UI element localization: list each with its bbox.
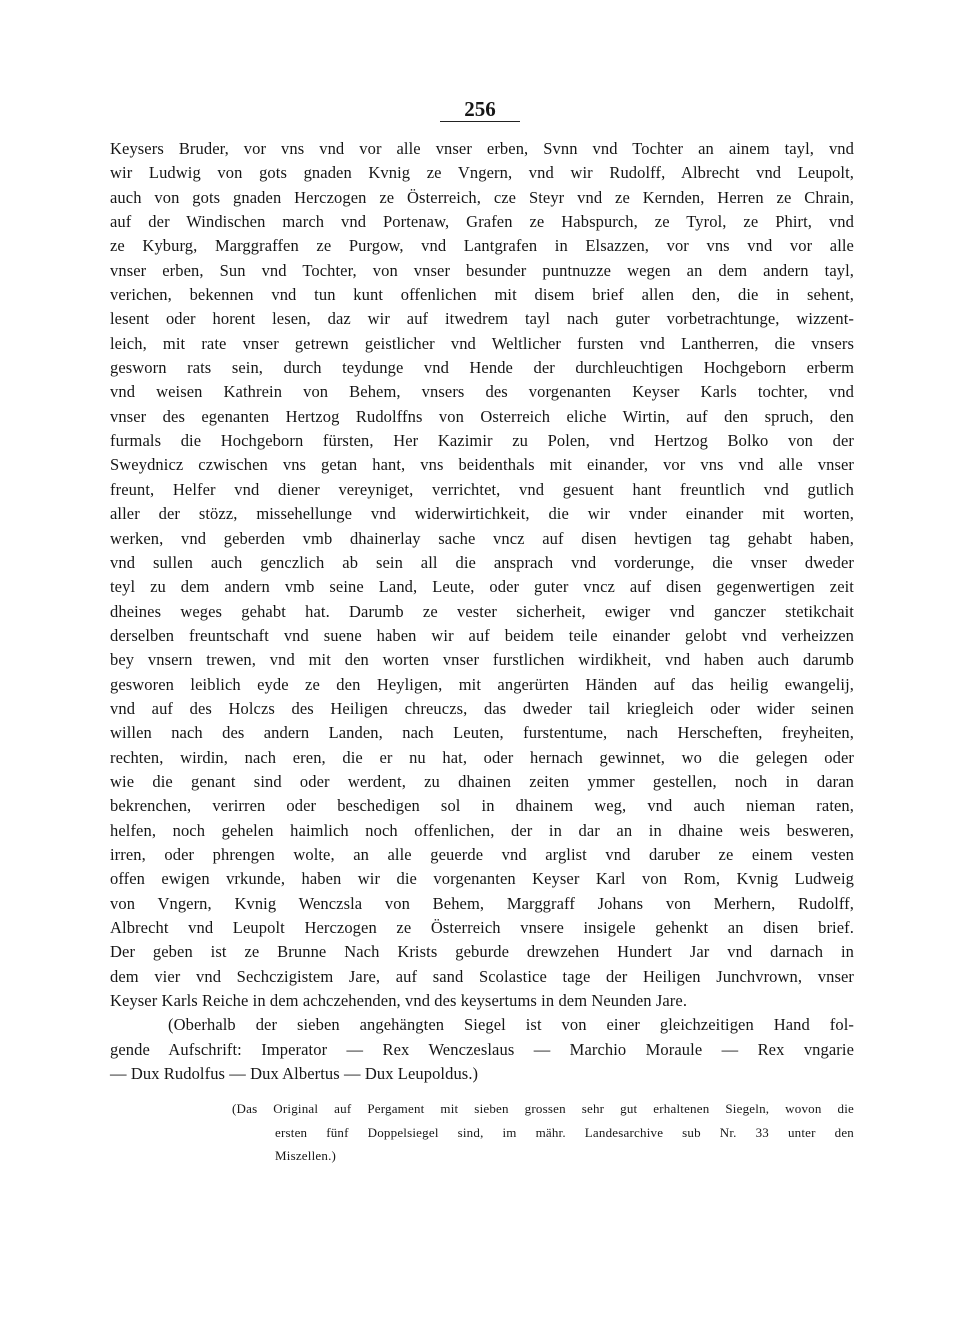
text-line: vnser erben, Sun vnd Tochter, von vnser besunder puntnuzze wegen an dem andern tayl,: [110, 260, 854, 280]
text-line: auch von gots gnaden Herczogen ze Österreich, cze Steyr vnd ze Kernden, Herren ze Chrain,: [110, 187, 854, 207]
footnote-line: ersten fünf Doppelsiegel sind, im mähr. Landesarchive sub Nr. 33 unter den: [275, 1124, 854, 1140]
text-line: von Vngern, Kvnig Wenczsla von Behem, Marggraff Johans von Merhern, Rudolff,: [110, 893, 854, 913]
text-line: Sweydnicz czwischen vns getan hant, vns beidenthals mit einander, vor vns vnd alle vnser: [110, 455, 854, 475]
text-line: (Oberhalb der sieben angehängten Siegel ist von einer gleichzeitigen Hand fol-: [168, 1015, 854, 1035]
text-line: Der geben ist ze Brunne Nach Krists geburde drewzehen Hundert Jar vnd darnach in: [110, 942, 854, 962]
text-line: dem vier vnd Sechczigistem Jare, auf sand Scolastice tage der Heiligen Junchvrown, vnser: [110, 966, 854, 986]
text-line: Albrecht vnd Leupolt Herczogen ze Österreich vnsere insigele gehenkt an disen brief.: [110, 918, 854, 937]
text-line: vnser des egenanten Hertzog Rudolffns von Osterreich eliche Wirtin, auf den spruch, den: [110, 406, 854, 426]
charter-text: [110, 137, 854, 1086]
text-line: aller der stözz, missehellunge vnd widerwirtichkeit, die wir vnder einander mit worten,: [110, 504, 854, 524]
text-line: rechten, wirdin, nach eren, die er nu hat, oder hernach gewinnet, wo die gelegen oder: [110, 747, 854, 767]
text-line: offen ewigen vrkunde, haben wir die vorgenanten Keyser Karl von Rom, Kvnig Ludweig: [110, 869, 854, 889]
text-line: Keyser Karls Reiche in dem achczehenden, vnd des keysertums in dem Neunden Jare.: [110, 991, 688, 1011]
text-line: gesworn rats sein, durch teydunge vnd Hende der durchleuchtigen Hochgeborn erberm: [110, 358, 854, 378]
text-line: gende Aufschrift: Imperator — Rex Wenczeslaus — Marchio Moraule — Rex vngarie: [110, 1039, 854, 1059]
text-line: auf der Windischen march vnd Portenaw, Grafen ze Habspurch, ze Tyrol, ze Phirt, vnd: [110, 212, 854, 232]
text-line: wie die genant sind oder werdent, zu dhainen zeiten ymmer gestellen, noch in daran: [110, 771, 854, 791]
text-line: vnd auf des Holczs des Heiligen chreuczs, das dweder tail kriegleich oder wider seinen: [110, 698, 854, 718]
text-line: helfen, noch gehelen haimlich noch offenlichen, der in dar an in dhaine weis besweren,: [110, 820, 854, 840]
page-number-rule: [440, 121, 520, 122]
text-line: — Dux Rudolfus — Dux Albertus — Dux Leupoldus.): [110, 1064, 479, 1084]
archival-footnote: [110, 1097, 854, 1168]
text-line: teyl zu dem andern vmb seine Land, Leute, oder guter vncz auf disen gegenwertigen zeit: [110, 577, 854, 597]
text-line: vnd sullen auch genczlich ab sein all die ansprach vnd vorderunge, die vnser dweder: [110, 552, 854, 572]
text-line: werken, vnd geberden vmb dhainerlay sache vncz auf disen hevtigen tag gehabt haben,: [110, 528, 854, 548]
text-line: lesent oder horent lesen, daz wir auf itwedrem tayl nach guter vorbetrachtunge, wizzent-: [110, 309, 854, 329]
text-line: wir Ludwig von gots gnaden Kvnig ze Vngern, vnd wir Rudolff, Albrecht vnd Leupolt,: [110, 163, 854, 183]
text-line: irren, oder phrengen wolte, an alle geuerde vnd arglist vnd daruber ze einem vesten: [110, 844, 854, 864]
text-line: gesworen leiblich eyde ze den Heyligen, mit angerürten Händen auf das heilig ewangelij,: [110, 674, 854, 694]
text-line: ze Kyburg, Marggraffen ze Purgow, vnd Lantgrafen in Elsazzen, vor vns vnd vor alle: [110, 236, 854, 256]
text-line: Keysers Bruder, vor vns vnd vor alle vnser erben, Svnn vnd Tochter an ainem tayl, vnd: [110, 139, 854, 158]
text-line: verichen, bekennen vnd tun kunt offenlichen mit disem brief allen den, die in sehent,: [110, 285, 854, 305]
text-line: dheines weges gehabt hat. Darumb ze vester sicherheit, ewiger vnd ganczer stetikchait: [110, 601, 854, 621]
footnote-line: Miszellen.): [275, 1148, 337, 1163]
footnote-line: (Das Original auf Pergament mit sieben grossen sehr gut erhaltenen Siegeln, wovon die: [232, 1101, 854, 1116]
text-line: bekrenchen, verirren oder beschedigen sol in dhainem weg, vnd auch nieman raten,: [110, 796, 854, 816]
text-line: furmals die Hochgeborn fürsten, Her Kazimir zu Polen, vnd Hertzog Bolko von der: [110, 431, 854, 451]
text-line: leich, mit rate vnser getrewn geistlicher vnd Weltlicher fursten vnd Lantherren, die vnsers: [110, 333, 854, 353]
text-line: derselben freuntschaft vnd suene haben wir auf beidem teile einander gelobt vnd verheizzen: [110, 625, 854, 645]
text-line: bey vnsern trewen, vnd mit den worten vnser furstlichen wirdikheit, vnd haben auch darumb: [110, 650, 854, 670]
page-number: 256: [464, 97, 496, 121]
text-line: freunt, Helfer vnd diener vereyniget, verrichtet, vnd gesuent hant freuntlich vnd gutlich: [110, 479, 854, 499]
text-line: vnd weisen Kathrein von Behem, vnsers des vorgenanten Keyser Karls tochter, vnd: [110, 382, 854, 402]
text-line: willen nach des andern Landen, nach Leuten, furstentume, nach Herscheften, freyheiten,: [110, 723, 854, 743]
